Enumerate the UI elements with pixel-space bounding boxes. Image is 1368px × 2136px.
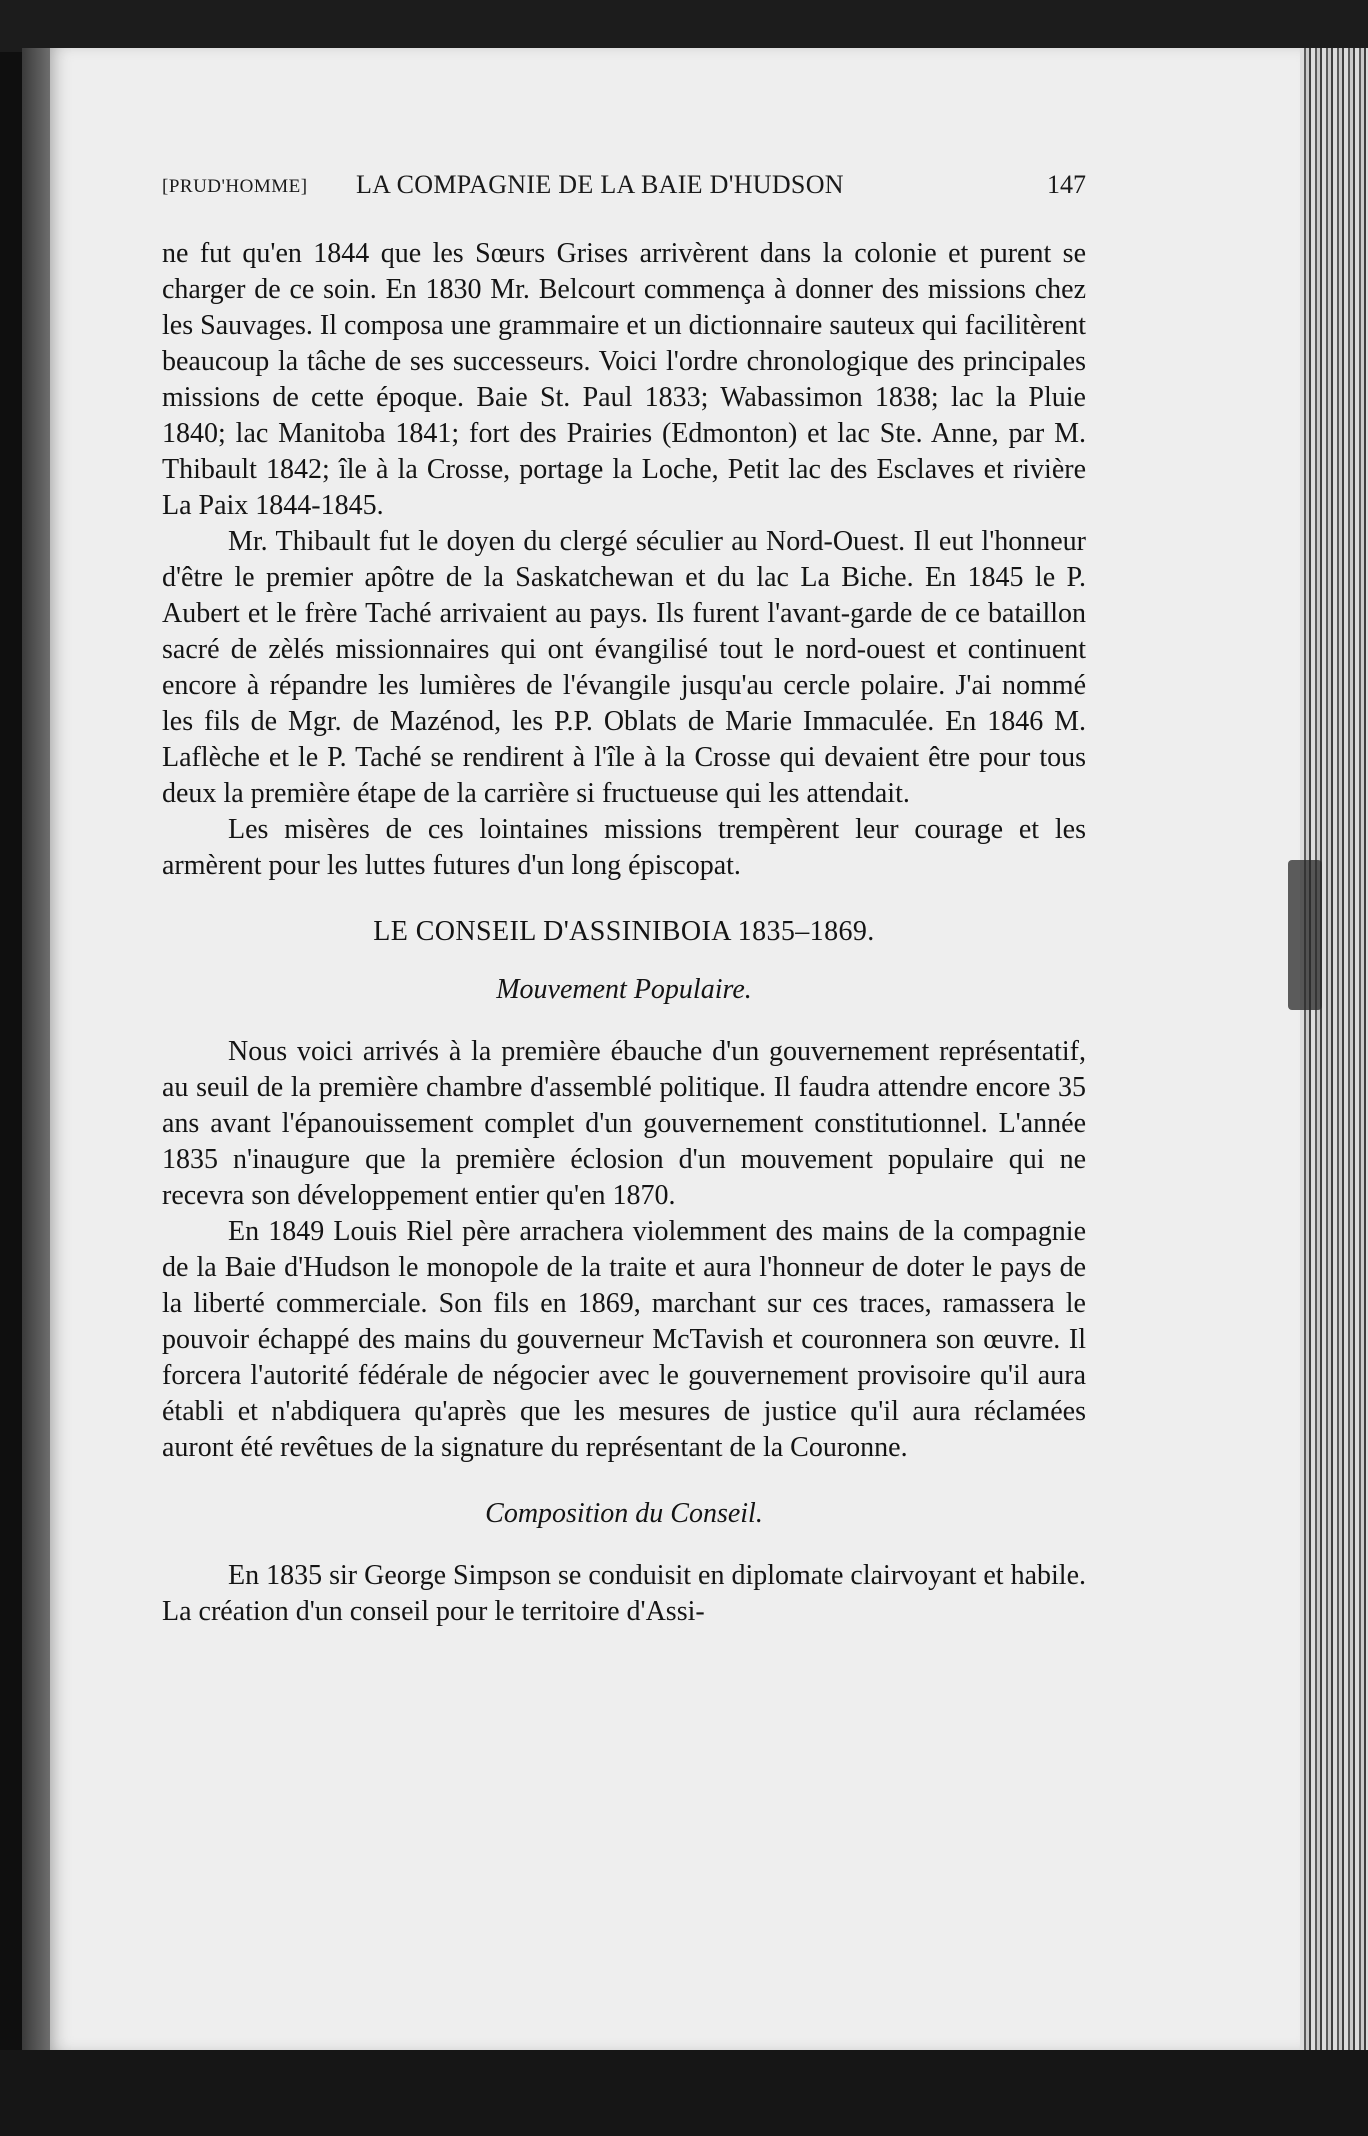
subheading-composition: Composition du Conseil. xyxy=(485,1498,763,1529)
scan-bottom-border xyxy=(0,2050,1368,2136)
paragraph: En 1849 Louis Riel père arrachera violemment des mains de la compagnie de la Baie d'Hudson le monopole de la traite et aura l'honneur de doter le pays de la liberté commerciale. Son fils en 1869, marchant sur ces traces, ramassera le pouvoir échappé des mains du gouverneur McTavish et couronnera son œuvre. Il forcera l'autorité fédérale de négocier avec le gouvernement provisoire qu'il aura établi et n'abdiquera qu'après que les mesures de justice qu'il aura réclamées auront été revêtues de la signature du représentant de la Couronne. xyxy=(162,1216,1086,1463)
running-head xyxy=(162,170,1086,210)
paragraph: En 1835 sir George Simpson se conduisit en diplomate clairvoyant et habile. La création d'un conseil pour le territoire d'Assi- xyxy=(162,1560,1086,1627)
paragraph: ne fut qu'en 1844 que les Sœurs Grises arrivèrent dans la colonie et purent se charger de ce soin. En 1830 Mr. Belcourt commença à donner des missions chez les Sauvages. Il composa une grammaire et un dictionnaire sauteux qui facilitèrent beaucoup la tâche de ses successeurs. Voici l'ordre chronologique des principales missions de cette époque. Baie St. Paul 1833; Wabassimon 1838; lac la Pluie 1840; lac Manitoba 1841; fort des Prairies (Edmonton) et lac Ste. Anne, par M. Thibault 1842; île à la Crosse, portage la Loche, Petit lac des Esclaves et rivière La Paix 1844-1845. xyxy=(162,238,1086,521)
section-heading: LE CONSEIL D'ASSINIBOIA 1835–1869. xyxy=(373,916,875,947)
body-text xyxy=(162,236,1086,1630)
paragraph: Mr. Thibault fut le doyen du clergé séculier au Nord-Ouest. Il eut l'honneur d'être le premier apôtre de la Saskatchewan et du lac La Biche. En 1845 le P. Aubert et le frère Taché arrivaient au pays. Ils furent l'avant-garde de ce bataillon sacré de zèlés missionnaires qui ont évangilisé tout le nord-ouest et continuent encore à répandre les lumières de l'évangile jusqu'au cercle polaire. J'ai nommé les fils de Mgr. de Mazénod, les P.P. Oblats de Marie Immaculée. En 1846 M. Laflèche et le P. Taché se rendirent à l'île à la Crosse qui devaient être pour tous deux la première étape de la carrière si fructueuse qui les attendait. xyxy=(162,526,1086,809)
paragraph: Nous voici arrivés à la première ébauche d'un gouvernement représentatif, au seuil de la première chambre d'assemblé politique. Il faudra attendre encore 35 ans avant l'épanouissement complet d'un gouvernement constitutionnel. L'année 1835 n'inaugure que la première éclosion d'un mouvement populaire qui ne recevra son développement entier qu'en 1870. xyxy=(162,1036,1086,1211)
scan-left-border xyxy=(0,52,22,2050)
running-head-author: [PRUD'HOMME] xyxy=(162,176,308,197)
book-spine-shadow xyxy=(22,48,50,2058)
scan-top-border xyxy=(0,0,1368,52)
book-fore-edge xyxy=(1300,48,1368,2058)
subheading-mouvement: Mouvement Populaire. xyxy=(496,974,752,1005)
paragraph: Les misères de ces lointaines missions trempèrent leur courage et les armèrent pour les luttes futures d'un long épiscopat. xyxy=(162,814,1086,881)
running-head-title: LA COMPAGNIE DE LA BAIE D'HUDSON xyxy=(356,170,844,199)
page-number: 147 xyxy=(1047,170,1086,199)
fore-edge-mark xyxy=(1288,860,1322,1010)
